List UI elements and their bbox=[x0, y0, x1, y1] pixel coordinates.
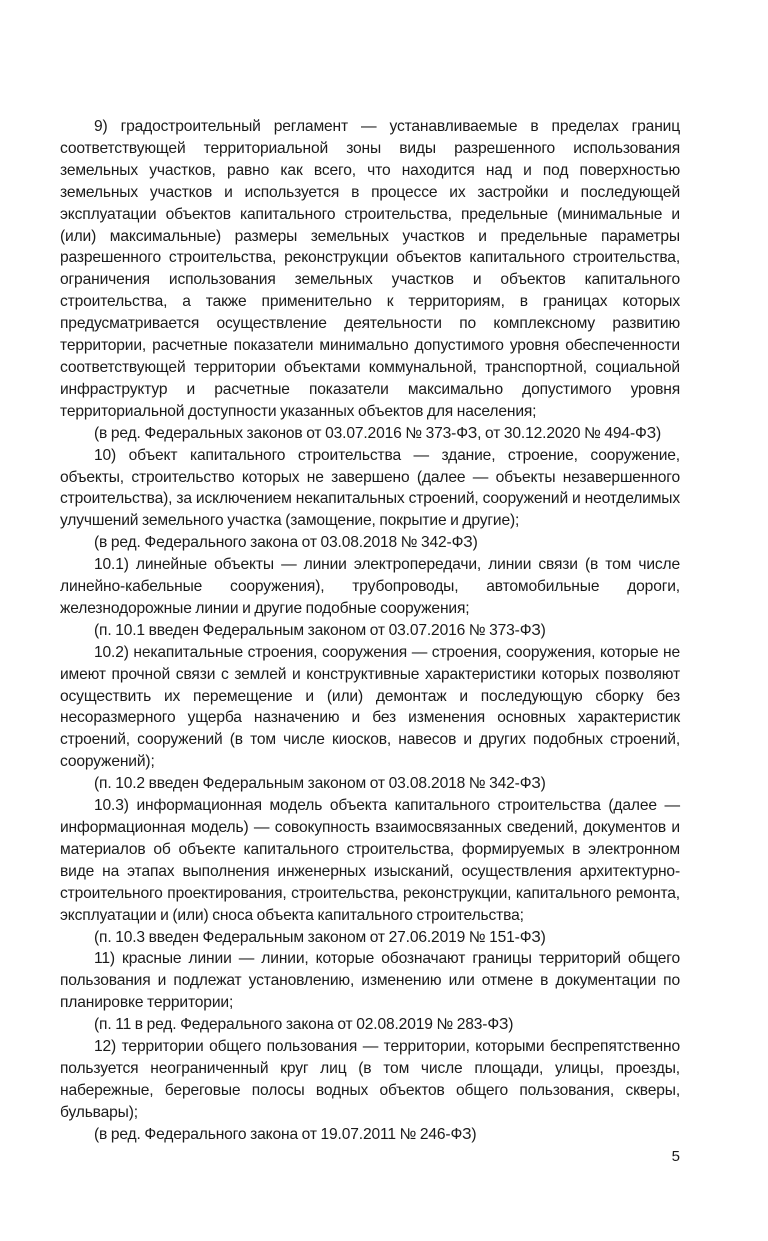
definition-paragraph-10: 10) объект капитального строительства — здание, строение, сооружение, объекты, строительство которых не завершено (далее — объекты незавершенного строительства), за исключением некапитальных строений, сооружений и неотделимых улучшений земельного участка (замощение, покрытие и другие); bbox=[60, 446, 680, 530]
amendment-note-9: (в ред. Федеральных законов от 03.07.2016 № 373-ФЗ, от 30.12.2020 № 494-ФЗ) bbox=[94, 424, 662, 442]
definition-paragraph-10-2: 10.2) некапитальные строения, сооружения — строения, сооружения, которые не имеют прочной связи с землей и конструктивные характеристики которых позволяют осуществить их перемещение и (или) демонтаж и последующую сборку без несоразмерного ущерба назначению и без изменения основных характеристик строений, сооружений (в том числе киосков, навесов и других подобных строений, сооружений); bbox=[60, 643, 680, 771]
definition-paragraph-9: 9) градостроительный регламент — устанавливаемые в пределах границ соответствующей территориальной зоны виды разрешенного использования земельных участков, равно как всего, что находится над и под поверхностью земельных участков и используется в процессе их застройки и последующей эксплуатации объектов капитального строительства, предельные (минимальные и (или) максимальные) размеры земельных участков и предельные параметры разрешенного строительства, реконструкции объектов капитального строительства, ограничения использования земельных участков и объектов капитального строительства, а также применительно к территориям, в границах которых предусматривается осуществление деятельности по комплексному развитию территории, расчетные показатели минимально допустимого уровня обеспеченности соответствующей территории объектами коммунальной, транспортной, социальной инфраструктур и расчетные показатели максимально допустимого уровня территориальной доступности указанных объектов для населения; bbox=[60, 118, 680, 420]
amendment-note-10-3: (п. 10.3 введен Федеральным законом от 27.06.2019 № 151-ФЗ) bbox=[94, 928, 546, 946]
amendment-note-10-1: (п. 10.1 введен Федеральным законом от 03.07.2016 № 373-ФЗ) bbox=[94, 621, 546, 639]
definition-paragraph-10-3: 10.3) информационная модель объекта капитального строительства (далее — информационная модель) — совокупность взаимосвязанных сведений, документов и материалов об объекте капитального строительства, формируемых в электронном виде на этапах выполнения инженерных изысканий, осуществления архитектурно-строительного проектирования, строительства, реконструкции, капитального ремонта, эксплуатации и (или) сноса объекта капитального строительства; bbox=[60, 797, 680, 924]
definition-paragraph-11: 11) красные линии — линии, которые обозначают границы территорий общего пользования и подлежат установлению, изменению или отмене в документации по планировке территории; bbox=[60, 950, 680, 1012]
definition-paragraph-12: 12) территории общего пользования — территории, которыми беспрепятственно пользуется неограниченный круг лиц (в том числе площади, улицы, проезды, набережные, береговые полосы водных объектов общего пользования, скверы, бульвары); bbox=[60, 1038, 680, 1121]
amendment-note-10-2: (п. 10.2 введен Федеральным законом от 03.08.2018 № 342-ФЗ) bbox=[94, 775, 546, 793]
amendment-note-10: (в ред. Федерального закона от 03.08.2018 № 342-ФЗ) bbox=[94, 534, 478, 552]
body-text bbox=[60, 116, 680, 1146]
amendment-note-12: (в ред. Федерального закона от 19.07.2011 № 246-ФЗ) bbox=[94, 1125, 477, 1143]
amendment-note-11: (п. 11 в ред. Федерального закона от 02.08.2019 № 283-ФЗ) bbox=[94, 1016, 514, 1034]
page-number: 5 bbox=[671, 1148, 680, 1165]
definition-paragraph-10-1: 10.1) линейные объекты — линии электропередачи, линии связи (в том числе линейно-кабельные сооружения), трубопроводы, автомобильные дороги, железнодорожные линии и другие подобные сооружения; bbox=[60, 556, 680, 617]
